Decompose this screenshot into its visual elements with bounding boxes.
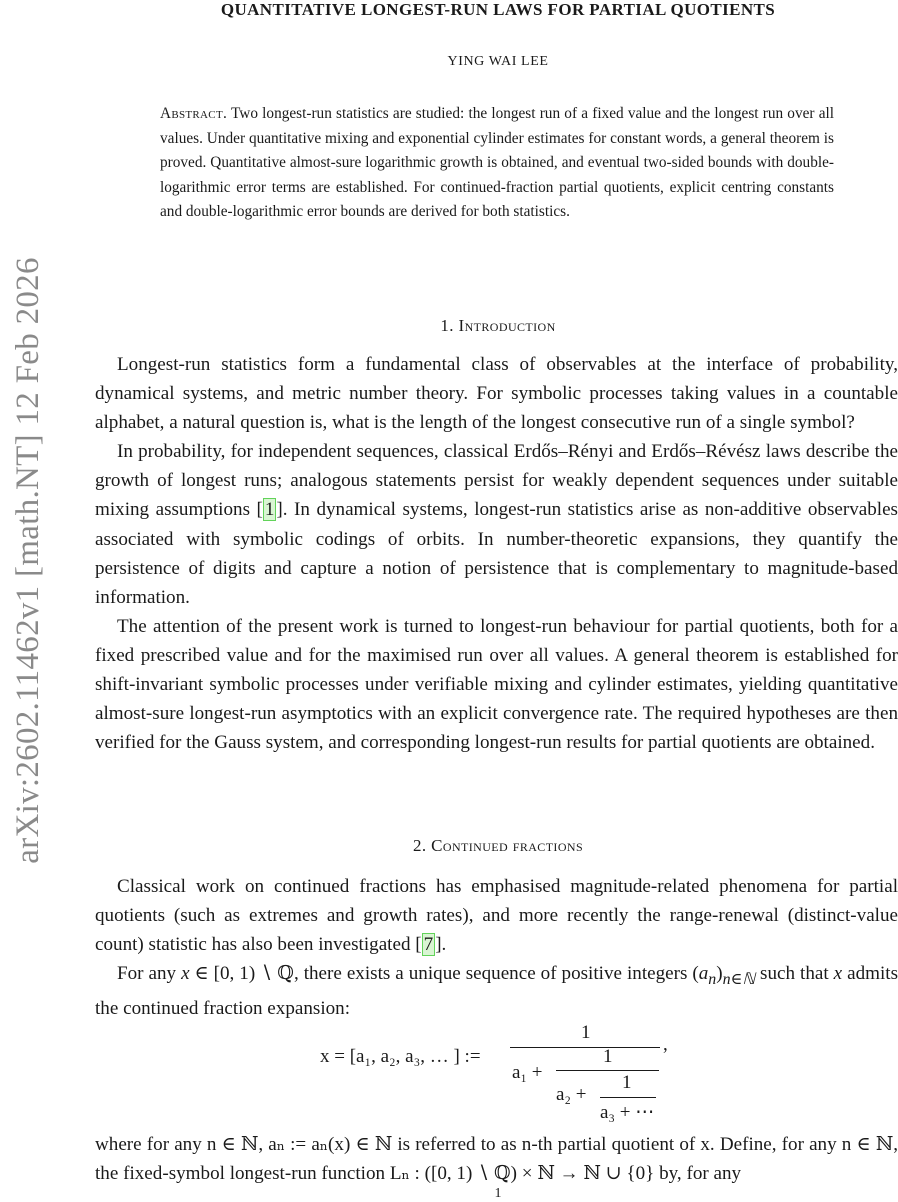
paragraph: where for any n ∈ ℕ, aₙ := aₙ(x) ∈ ℕ is referred to as n-th partial quotient of x. Define, for any n ∈ ℕ, the fixed-symbol longest-run function Lₙ : ([0, 1) ∖ ℚ) × ℕ → ℕ ∪ {0} by, for any <box>95 1134 898 1185</box>
section-title: Introduction <box>458 316 556 335</box>
paragraph: Classical work on continued fractions has emphasised magnitude-related phenomena for partial quotients (such as extremes and growth rates), and more recently the range-renewal (distinct-value count) statistic has also been investigated [ 7 ]. <box>95 876 898 956</box>
fraction-bar <box>600 1097 656 1098</box>
section-number: 2. <box>412 836 427 855</box>
equation-comma: , <box>663 1034 668 1055</box>
paragraph: The attention of the present work is turned to longest-run behaviour for partial quotients, both for a fixed prescribed value and for the maximised run over all values. A general theorem is established for shift-invariant symbolic processes under verifiable mixing and cylinder estimates, yielding quantitative almost-sure longest-run asymptotics with an explicit convergence rate. The required hypotheses are then verified for the Gauss system, and corresponding longest-run results for partial quotients are obtained. <box>95 615 898 754</box>
introduction-body <box>95 350 898 757</box>
abstract-label: Abstract. <box>160 105 228 122</box>
abstract <box>160 102 834 225</box>
continued-fractions-body <box>95 872 898 1023</box>
numerator-3: 1 <box>622 1072 632 1093</box>
arxiv-id-text: arXiv:2602.11462v1 [math.NT] 12 Feb 2026 <box>9 256 46 864</box>
citation-link[interactable]: 7 <box>423 934 434 956</box>
citation-link[interactable]: 1 <box>264 499 275 521</box>
section-heading-continued-fractions <box>95 836 898 856</box>
arxiv-identifier-stamp <box>0 230 56 890</box>
abstract-text: Two longest-run statistics are studied: the longest run of a fixed value and the longest run over all values. Under quantitative mixing and exponential cylinder estimates for constant words, a general theorem is proved. Quantitative almost-sure logarithmic growth is obtained, and eventual two-sided bounds with double-logarithmic error terms are established. For continued-fraction partial quotients, explicit centring constants and double-logarithmic error bounds are derived for both statistics. <box>160 105 834 221</box>
numerator-1: 1 <box>581 1022 591 1043</box>
section-title: Continued fractions <box>431 836 584 855</box>
fraction-bar <box>510 1047 660 1048</box>
post-equation-text <box>95 1130 898 1188</box>
term-a3: a₃ + ⋯ <box>600 1102 655 1123</box>
numerator-2: 1 <box>603 1046 613 1067</box>
paragraph: For any x ∈ [0, 1) ∖ ℚ, there exists a unique sequence of positive integers $(a_n)_{n\in ℕ}$ such that x admits the continued fraction expansion: <box>95 963 898 1020</box>
page-number: 1 <box>494 1186 502 1201</box>
term-a2: a₂ + <box>556 1084 587 1105</box>
paper-author: YING WAI LEE <box>447 54 549 69</box>
fraction-bar <box>556 1070 659 1071</box>
paper-title: QUANTITATIVE LONGEST-RUN LAWS FOR PARTIAL QUOTIENTS <box>220 0 776 19</box>
continued-fraction-equation <box>320 1020 680 1130</box>
paragraph: In probability, for independent sequences, classical Erdős–Rényi and Erdős–Révész laws describe the growth of longest runs; analogous statements persist for weakly dependent sequences under suitable mixing assumptions [ 1 ]. In dynamical systems, longest-run statistics arise as non-additive observables associated with symbolic codings of orbits. In number-theoretic expansions, they quantify the persistence of digits and capture a notion of persistence that is complementary to magnitude-based information. <box>95 441 898 608</box>
equation-lhs: x = [a₁, a₂, a₃, … ] := <box>320 1046 481 1067</box>
section-heading-introduction <box>95 316 898 336</box>
term-a1: a₁ + <box>512 1062 543 1083</box>
paragraph: Longest-run statistics form a fundamental class of observables at the interface of probability, dynamical systems, and metric number theory. For symbolic processes taking values in a countable alphabet, a natural question is, what is the length of the longest consecutive run of a single symbol? <box>95 354 898 434</box>
section-number: 1. <box>440 316 454 335</box>
